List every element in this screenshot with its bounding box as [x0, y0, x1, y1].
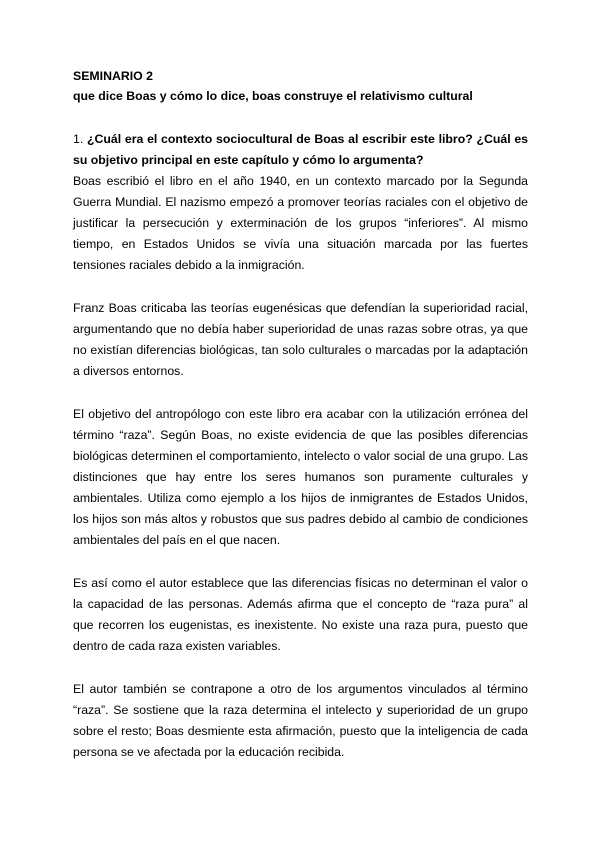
paragraph-objective: El objetivo del antropólogo con este libro era acabar con la utilización errónea del término “raza”. Según Boas, no existe evidencia de que las posibles diferencias biológicas determinen el comportamiento, intelecto o valor social de una grupo. Las distinciones que hay entre los seres humanos son puramente culturales y ambientales. Utiliza como ejemplo a los hijos de inmigrantes de Estados Unidos, los hijos son más altos y robustos que sus padres debido al cambio de condiciones ambientales del país en el que nacen.: [73, 407, 528, 547]
document-page: [73, 66, 528, 763]
answer-body: [73, 171, 528, 763]
paragraph-context: Boas escribió el libro en el año 1940, en un contexto marcado por la Segunda Guerra Mundial. El nazismo empezó a promover teorías raciales con el objetivo de justificar la persecución y exterminación de los grupos “inferiores”. Al mismo tiempo, en Estados Unidos se vivía una situación marcada por las fuertes tensiones raciales debido a la inmigración.: [73, 174, 528, 272]
document-subtitle: que dice Boas y cómo lo dice, boas construye el relativismo cultural: [73, 89, 473, 103]
paragraph-intellect-argument: El autor también se contrapone a otro de los argumentos vinculados al término “raza”. Se sostiene que la raza determina el intelecto y superioridad de un grupo sobre el resto; Boas desmiente esta afirmación, puesto que la inteligencia de cada persona se ve afectada por la educación recibida.: [73, 682, 528, 759]
paragraph-physical-differences: Es así como el autor establece que las diferencias físicas no determinan el valor o la capacidad de las personas. Además afirma que el concepto de “raza pura” al que recorren los eugenistas, es inexistente. No existe una raza pura, puesto que dentro de cada raza existen variables.: [73, 576, 528, 653]
question-number: 1.: [73, 132, 84, 146]
question-1: [73, 129, 528, 171]
seminar-title: SEMINARIO 2: [73, 69, 153, 83]
question-text: ¿Cuál era el contexto sociocultural de Boas al escribir este libro? ¿Cuál es su objetivo principal en este capítulo y cómo lo argumenta?: [73, 132, 529, 167]
paragraph-eugenics-critique: Franz Boas criticaba las teorías eugenésicas que defendían la superioridad racial, argumentando que no debía haber superioridad de unas razas sobre otras, ya que no existían diferencias biológicas, tan solo culturales o marcadas por la adaptación a diversos entornos.: [73, 301, 528, 378]
